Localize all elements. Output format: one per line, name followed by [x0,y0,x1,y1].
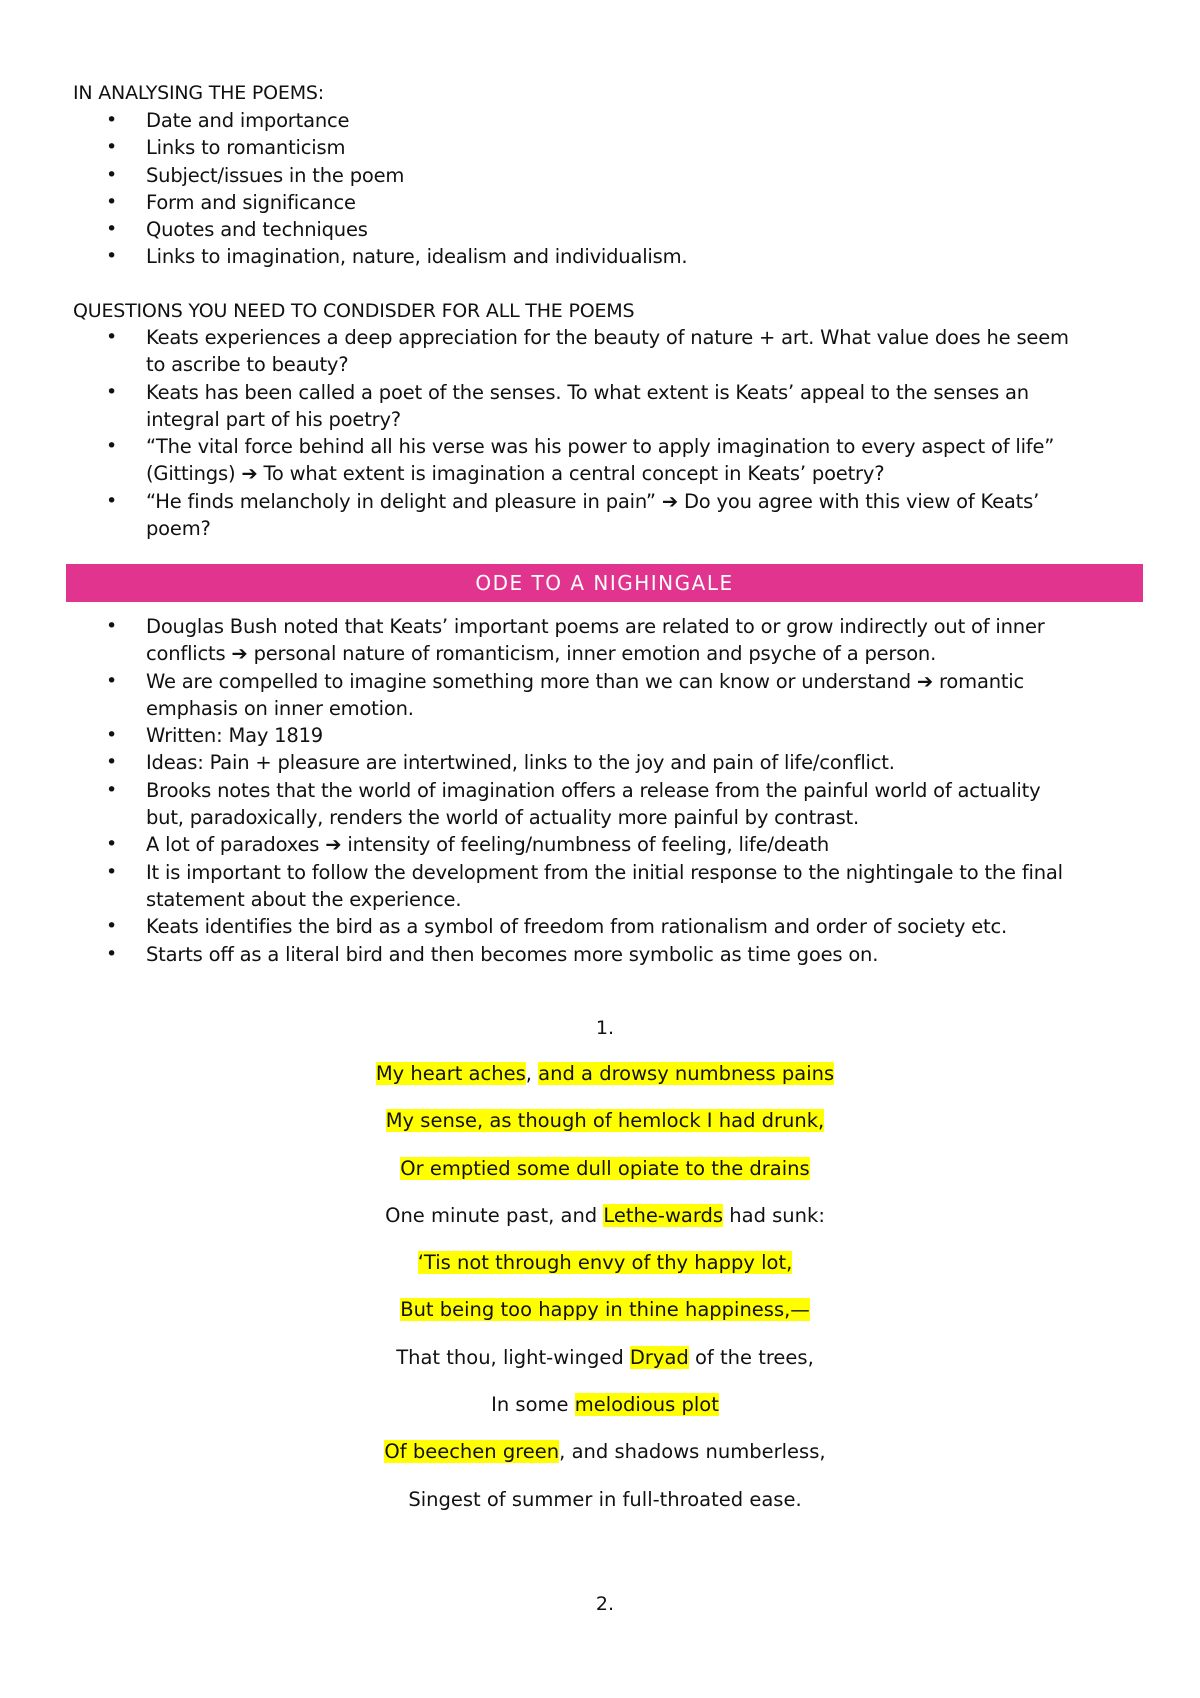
highlighted-text: Of beechen green [384,1440,560,1464]
analysing-heading: IN ANALYSING THE POEMS: [73,82,324,104]
list-item-line: but, paradoxically, renders the world of actuality more painful by contrast. [146,806,860,830]
list-item [73,433,1143,488]
stanza-number: 2. [595,1593,615,1615]
list-item [73,831,1143,858]
poem-line [0,1438,1200,1485]
list-item [73,324,1143,379]
list-item-line: Starts off as a literal bird and then becomes more symbolic as time goes on. [146,942,879,966]
list-item [73,749,1143,776]
list-item [73,668,1143,723]
poem-text: , [525,1062,539,1085]
list-item: • Links to romanticism [73,134,1143,161]
poem-line [0,1486,1200,1533]
poem-text: One minute past, and [385,1203,604,1227]
list-item-line: Ideas: Pain + pleasure are intertwined, links to the joy and pain of life/conflict. [146,751,895,775]
poem-line [0,1202,1200,1249]
ode-notes-list [73,613,1143,968]
highlighted-text: My sense, as though of hemlock I had drunk, [385,1109,825,1133]
highlighted-text: melodious plot [574,1393,719,1417]
list-item-line: statement about the experience. [146,887,462,911]
poem-stanza [0,1060,1200,1533]
list-item-line: “He finds melancholy in delight and pleasure in pain” ➔ Do you agree with this view of Keats’ [146,489,1040,513]
list-item-line: A lot of paradoxes ➔ intensity of feeling/numbness of feeling, life/death [146,833,830,857]
highlighted-text: Dryad [629,1345,689,1369]
list-item-line: poem? [146,517,211,541]
list-item-line: “The vital force behind all his verse was his power to apply imagination to every aspect of life” [146,435,1055,459]
list-item-line: (Gittings) ➔ To what extent is imagination a central concept in Keats’ poetry? [146,462,885,486]
list-item-line: integral part of his poetry? [146,407,401,431]
list-item: • Date and importance [73,107,1143,134]
poem-line [0,1107,1200,1154]
poem-text: Singest of summer in full-throated ease. [408,1487,802,1511]
highlighted-text: and a drowsy numbness pains [538,1062,835,1085]
list-item-line: to ascribe to beauty? [146,353,349,377]
highlighted-text: My heart aches [375,1062,526,1085]
list-item: • Quotes and techniques [73,216,1143,243]
poem-text: In some [491,1393,575,1417]
stanza-number: 1. [595,1017,615,1039]
poem-text: of the trees, [688,1345,814,1369]
list-item: • Form and significance [73,189,1143,216]
list-item [73,488,1143,543]
poem-text: That thou, light-winged [396,1345,630,1369]
list-item [73,379,1143,434]
list-item [73,613,1143,668]
list-item-line: Keats identifies the bird as a symbol of freedom from rationalism and order of society etc. [146,915,1007,939]
list-item-line: Brooks notes that the world of imagination offers a release from the painful world of actuality [146,778,1041,802]
list-item-line: Keats has been called a poet of the senses. To what extent is Keats’ appeal to the senses an [146,380,1029,404]
list-item-line: We are compelled to imagine something more than we can know or understand ➔ romantic [146,669,1025,693]
list-item [73,941,1143,968]
list-item-line: conflicts ➔ personal nature of romanticism, inner emotion and psyche of a person. [146,642,937,666]
list-item-line: Keats experiences a deep appreciation for the beauty of nature + art. What value does he seem [146,326,1069,349]
list-item-line: emphasis on inner emotion. [146,696,414,720]
poem-line [0,1344,1200,1391]
poem-line [0,1391,1200,1438]
list-item [73,777,1143,832]
poem-line [0,1155,1200,1202]
questions-list [73,324,1143,542]
highlighted-text: ‘Tis not through envy of thy happy lot, [417,1251,793,1275]
questions-heading: QUESTIONS YOU NEED TO CONDISDER FOR ALL THE POEMS [73,300,635,322]
poem-line [0,1249,1200,1296]
poem-text: had sunk: [723,1203,825,1227]
list-item: • Subject/issues in the poem [73,162,1143,189]
list-item-line: It is important to follow the development from the initial response to the nightingale to the final [146,860,1063,884]
highlighted-text: Lethe-wards [603,1203,724,1227]
poem-line [0,1060,1200,1107]
poem-text: , and shadows numberless, [559,1440,826,1464]
list-item [73,859,1143,914]
poem-line [0,1296,1200,1343]
highlighted-text: But being too happy in thine happiness,— [400,1298,810,1322]
highlighted-text: Or emptied some dull opiate to the drains [400,1156,810,1180]
section-title-banner: ODE TO A NIGHINGALE [66,564,1143,602]
list-item [73,722,1143,749]
list-item [73,913,1143,940]
list-item-line: Written: May 1819 [146,724,323,748]
list-item: • Links to imagination, nature, idealism and individualism. [73,243,1143,270]
analysing-list [73,107,1143,271]
list-item-line: Douglas Bush noted that Keats’ important poems are related to or grow indirectly out of inner [146,615,1045,638]
